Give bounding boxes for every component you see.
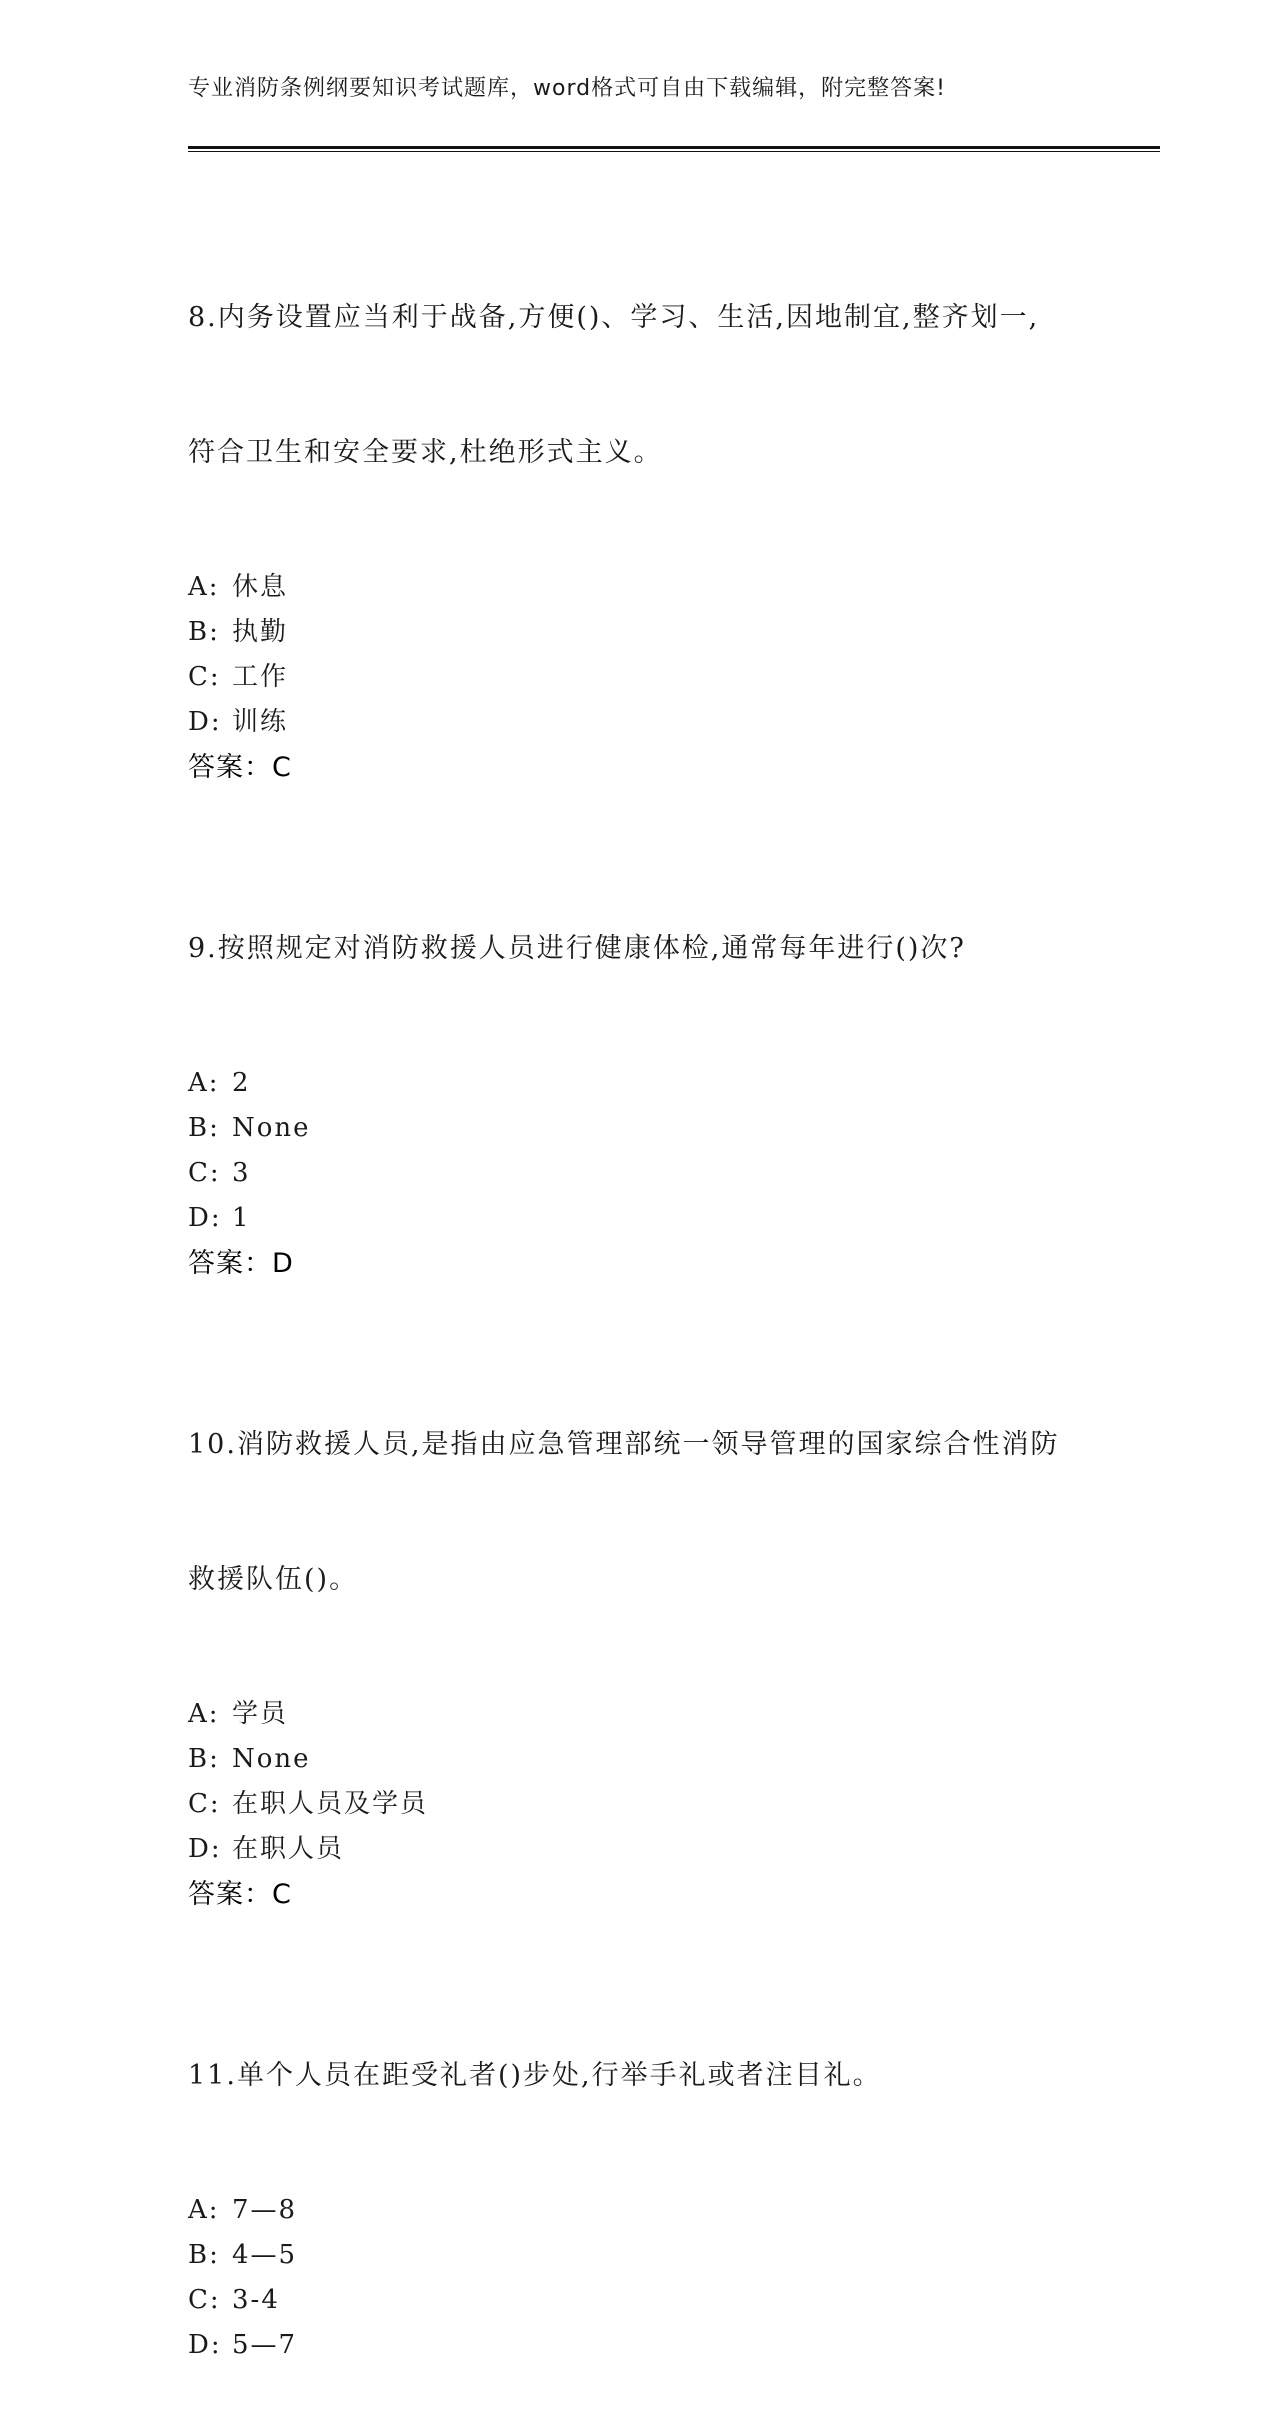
option-text: None	[232, 1113, 311, 1143]
option-a	[188, 2188, 1088, 2233]
option-label: A:	[188, 1068, 220, 1098]
question-item	[188, 1963, 1088, 2368]
option-text: 工作	[232, 662, 289, 692]
option-text: 学员	[232, 1699, 289, 1729]
question-line: 8.内务设置应当利于战备,方便()、学习、生活,因地制宜,整齐划一,	[188, 302, 1040, 333]
option-text: 4—5	[232, 2240, 298, 2270]
option-b	[188, 610, 1088, 655]
option-a	[188, 1061, 1088, 1106]
option-label: D:	[188, 2330, 222, 2360]
option-label: D:	[188, 707, 222, 737]
option-label: C:	[188, 662, 221, 692]
answer-text: 答案：C	[188, 752, 292, 783]
option-label: B:	[188, 1113, 220, 1143]
question-line: 符合卫生和安全要求,杜绝形式主义。	[188, 437, 663, 468]
option-c	[188, 2278, 1088, 2323]
answer-text: 答案：C	[188, 1879, 292, 1910]
option-text: 训练	[232, 707, 289, 737]
option-c	[188, 1782, 1088, 1827]
option-b	[188, 1737, 1088, 1782]
option-label: C:	[188, 1789, 221, 1819]
option-label: D:	[188, 1203, 222, 1233]
option-label: C:	[188, 2285, 221, 2315]
option-d	[188, 1827, 1088, 1872]
option-text: 在职人员及学员	[232, 1789, 429, 1819]
option-text: None	[232, 1744, 311, 1774]
header-rule-thick	[188, 146, 1160, 149]
option-text: 在职人员	[232, 1834, 345, 1864]
header-rule-thin	[188, 151, 1160, 152]
question-list	[188, 205, 1088, 2414]
option-label: A:	[188, 572, 220, 602]
option-b	[188, 1106, 1088, 1151]
option-d	[188, 1196, 1088, 1241]
question-text	[188, 205, 1088, 565]
option-d	[188, 700, 1088, 745]
option-label: D:	[188, 1834, 222, 1864]
option-b	[188, 2233, 1088, 2278]
question-item	[188, 1332, 1088, 1917]
option-text: 5—7	[232, 2330, 298, 2360]
option-c	[188, 655, 1088, 700]
option-text: 2	[232, 1068, 251, 1098]
option-label: A:	[188, 1699, 220, 1729]
option-a	[188, 1692, 1088, 1737]
question-line: 10.消防救援人员,是指由应急管理部统一领导管理的国家综合性消防	[188, 1429, 1060, 1460]
question-line: 11.单个人员在距受礼者()步处,行举手礼或者注目礼。	[188, 2060, 882, 2091]
document-header: 专业消防条例纲要知识考试题库，word格式可自由下载编辑，附完整答案!	[188, 76, 946, 101]
question-item	[188, 205, 1088, 790]
option-label: A:	[188, 2195, 220, 2225]
question-line: 9.按照规定对消防救援人员进行健康体检,通常每年进行()次?	[188, 933, 966, 964]
option-label: B:	[188, 617, 220, 647]
option-a	[188, 565, 1088, 610]
question-text	[188, 836, 1088, 1061]
option-text: 7—8	[232, 2195, 298, 2225]
option-text: 3-4	[232, 2285, 280, 2315]
option-label: C:	[188, 1158, 221, 1188]
answer-text: 答案：D	[188, 1248, 294, 1279]
question-text	[188, 1332, 1088, 1692]
question-line: 救援队伍()。	[188, 1564, 359, 1595]
option-text: 休息	[232, 572, 289, 602]
option-text: 执勤	[232, 617, 289, 647]
option-label: B:	[188, 2240, 220, 2270]
option-text: 1	[232, 1203, 251, 1233]
option-d	[188, 2323, 1088, 2368]
question-text	[188, 1963, 1088, 2188]
question-item	[188, 836, 1088, 1286]
option-label: B:	[188, 1744, 220, 1774]
option-text: 3	[232, 1158, 251, 1188]
option-c	[188, 1151, 1088, 1196]
